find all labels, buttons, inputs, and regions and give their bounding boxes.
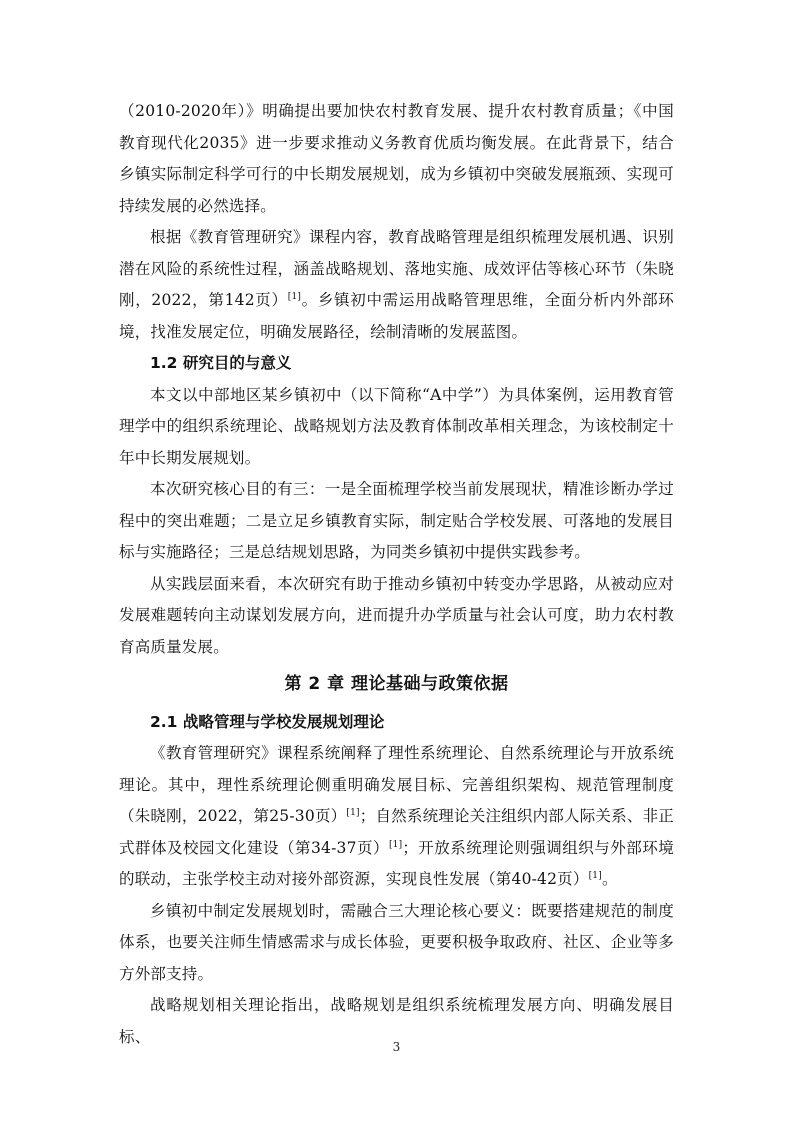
chapter-heading-2: 第 2 章 理论基础与政策依据 <box>284 674 509 694</box>
citation-marker: [1] <box>346 807 360 818</box>
page-body <box>119 96 674 1053</box>
section-heading-2-1: 2.1 战略管理与学校发展规划理论 <box>150 712 385 731</box>
citation-marker: [1] <box>588 870 602 881</box>
paragraph-text: 《教育管理研究》课程系统阐释了理性系统理论、自然系统理论与开放系统理论。其中，理性系统理论侧重明确发展目标、完善组织架构、规范管理制度（朱晓刚，2022，第25-30页） <box>119 744 674 825</box>
paragraph-theory-integration <box>119 896 674 991</box>
paragraph-strategic-management <box>119 222 674 348</box>
paragraph-policy-background <box>119 96 674 222</box>
citation-marker: [1] <box>287 291 302 302</box>
paragraph-system-theories <box>119 738 674 896</box>
paragraph-text: 。乡镇初中需运用战略管理思维，全面分析内外部环境，找准发展定位，明确发展路径，绘制清晰的发展蓝图。 <box>119 291 674 341</box>
paragraph-text: ；自然系统理论关注组织内部人际关系、非正式群体及校园文化建设（第34-37页） <box>119 807 674 857</box>
paragraph-text: 本文以中部地区某乡镇初中（以下简称“A中学”）为具体案例，运用教育管理学中的组织系统理论、战略规划方法及教育体制改革相关理念，为该校制定十年中长期发展规划。 <box>119 385 674 467</box>
citation-marker: [1] <box>388 839 403 850</box>
paragraph-text: 从实践层面来看，本次研究有助于推动乡镇初中转变办学思路，从被动应对发展难题转向主动谋划发展方向，进而提升办学质量与社会认可度，助力农村教育高质量发展。 <box>119 574 674 656</box>
paragraph-case-intro <box>119 380 674 475</box>
paragraph-practical-significance <box>119 569 674 664</box>
page-number: 3 <box>392 1040 401 1054</box>
paragraph-research-goals <box>119 474 674 569</box>
paragraph-text: ；开放系统理论则强调组织与外部环境的联动，主张学校主动对接外部资源，实现良性发展（第40-42页） <box>119 838 674 888</box>
paragraph-text: 乡镇初中制定发展规划时，需融合三大理论核心要义：既要搭建规范的制度体系，也要关注师生情感需求与成长体验，更要积极争取政府、社区、企业等多方外部支持。 <box>119 901 674 983</box>
paragraph-text: （2010-2020年）》明确提出要加快农村教育发展、提升农村教育质量；《中国教育现代化2035》进一步要求推动义务教育优质均衡发展。在此背景下，结合乡镇实际制定科学可行的中长期发展规划，成为乡镇初中突破发展瓶颈、实现可持续发展的必然选择。 <box>119 102 674 215</box>
paragraph-text: 战略规划相关理论指出，战略规划是组织系统梳理发展方向、明确发展目标、 <box>119 996 674 1046</box>
paragraph-text: 。 <box>601 870 618 888</box>
paragraph-text: 本次研究核心目的有三：一是全面梳理学校当前发展现状，精准诊断办学过程中的突出难题；二是立足乡镇教育实际，制定贴合学校发展、可落地的发展目标与实施路径；三是总结规划思路，为同类乡镇初中提供实践参考。 <box>119 480 674 561</box>
section-heading-1-2: 1.2 研究目的与意义 <box>150 354 292 372</box>
paragraph-text: 根据《教育管理研究》课程内容，教育战略管理是组织梳理发展机遇、识别潜在风险的系统性过程，涵盖战略规划、落地实施、成效评估等核心环节（朱晓刚，2022，第142页） <box>119 228 674 309</box>
